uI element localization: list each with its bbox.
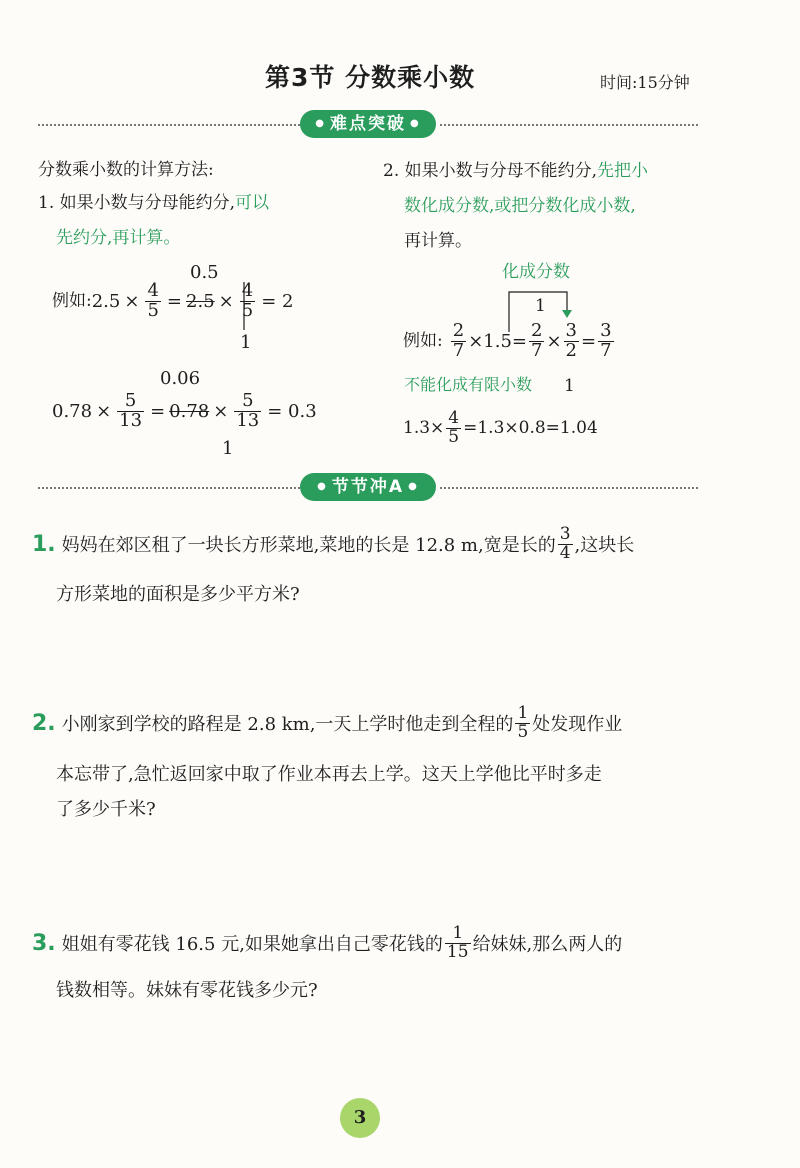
divider-left: [38, 124, 300, 126]
ex4-fraction: $\frac{4}{5}$: [448, 408, 460, 447]
question-text: 小刚家到学校的路程是 2.8 km,一天上学时他走到全程的: [61, 714, 514, 736]
rule-2-text: 2. 如果小数与分母不能约分,: [383, 161, 598, 181]
ex2-fraction: $\frac{5}{13}$: [119, 390, 143, 431]
section-badge-difficulty: [300, 110, 436, 138]
page-title: 第3节 分数乘小数: [265, 63, 476, 92]
ex4-note: 不能化成有限小数: [404, 375, 533, 394]
section-badge-label: 节节冲A: [331, 477, 405, 497]
question-3: [32, 925, 622, 962]
ex4-rest: =1.3×0.8=1.04: [463, 418, 598, 439]
question-2-line-2: 本忘带了,急忙返回家中取了作业本再去上学。这天上学他比平时多走: [56, 764, 602, 785]
ex3-cancel-over: 1: [535, 296, 546, 316]
example-3: [403, 322, 616, 361]
divider-right-2: [440, 487, 698, 489]
divider-left-2: [38, 487, 300, 489]
question-number: 3.: [32, 930, 56, 956]
dot-icon: ●: [408, 481, 419, 492]
rule-2-line-3: 再计算。: [404, 231, 472, 251]
example-2: [52, 392, 317, 431]
question-1-line-2: 方形菜地的面积是多少平方米?: [56, 584, 300, 605]
example-label: 例如:: [52, 290, 92, 311]
dot-icon: ●: [410, 118, 421, 129]
rule-2-line-1: [383, 163, 648, 180]
ex3-fraction-result: $\frac{3}{7}$: [600, 320, 612, 361]
ex3-arrow-label: 化成分数: [502, 262, 570, 282]
rule-1-line-2: 先约分,再计算。: [56, 228, 181, 248]
rule-2-highlight: 先把小: [597, 161, 649, 181]
dot-icon: ●: [317, 481, 328, 492]
question-fraction: $\frac{3}{4}$: [559, 524, 571, 563]
ex3-mid: ×1.5=: [468, 330, 527, 352]
ex3-fraction-2: $\frac{2}{7}$: [530, 320, 543, 361]
ex1-fraction: $\frac{4}{5}$: [147, 280, 159, 321]
ex1-fraction-crossed: $\frac{4}{5}$: [241, 280, 254, 321]
question-number: 1.: [32, 531, 56, 557]
question-fraction: $\frac{1}{15}$: [446, 923, 469, 962]
ex2-crossed-decimal: 0.78: [169, 400, 210, 422]
question-number: 2.: [32, 710, 56, 736]
rule-1-highlight: 可以: [235, 193, 270, 213]
question-2-line-3: 了多少千米?: [56, 799, 156, 820]
section-badge-label: 难点突破: [330, 114, 406, 134]
ex3-cancel-under: 1: [564, 376, 575, 396]
dot-icon: ●: [315, 118, 326, 129]
ex2-times-2: ×: [213, 400, 229, 422]
ex2-decimal: 0.78: [52, 400, 93, 422]
ex1-times: ×: [124, 290, 140, 312]
ex2-cancel-under: 1: [222, 438, 234, 459]
ex1-cancel-under: 1: [240, 332, 252, 353]
ex1-equals: =: [166, 290, 183, 312]
method-intro: 分数乘小数的计算方法:: [38, 160, 214, 180]
question-3-line-2: 钱数相等。妹妹有零花钱多少元?: [56, 980, 318, 1001]
page-number: 3: [340, 1098, 380, 1138]
question-text-end: ,这块长: [574, 535, 635, 557]
ex1-cancel-over: 0.5: [190, 262, 219, 283]
ex4-decimal: 1.3×: [403, 418, 445, 439]
question-1: [32, 526, 634, 563]
ex2-equals: =: [150, 400, 166, 422]
question-text: 妈妈在郊区租了一块长方形菜地,菜地的长是 12.8 m,宽是长的: [61, 535, 556, 557]
divider-right: [440, 124, 698, 126]
ex3-equals: =: [580, 330, 597, 352]
example-label-2: 例如:: [403, 330, 443, 351]
rule-2-line-2: 数化成分数,或把分数化成小数,: [404, 196, 636, 216]
rule-1-line-1: [38, 195, 269, 212]
ex2-result: = 0.3: [267, 400, 317, 422]
ex1-times-2: ×: [218, 290, 234, 312]
example-4: [403, 410, 598, 447]
ex1-decimal: 2.5: [91, 290, 121, 312]
question-text-end: 给妹妹,那么两人的: [472, 934, 623, 956]
ex3-times: ×: [546, 330, 562, 352]
ex2-cancel-over: 0.06: [160, 368, 201, 389]
ex1-crossed-decimal: 2.5: [186, 290, 215, 312]
rule-1-text: 1. 如果小数与分母能约分,: [38, 193, 236, 213]
ex1-cancel-stroke: [238, 280, 250, 332]
question-text: 姐姐有零花钱 16.5 元,如果她拿出自己零花钱的: [61, 934, 443, 956]
section-badge-practice: [300, 473, 436, 501]
ex3-fraction-3: $\frac{3}{2}$: [565, 320, 577, 361]
ex1-result: = 2: [261, 290, 294, 312]
question-fraction: $\frac{1}{5}$: [517, 703, 529, 742]
time-limit: 时间:15分钟: [600, 73, 690, 92]
example-1: [52, 282, 293, 321]
ex2-times: ×: [96, 400, 112, 422]
question-2: [32, 705, 622, 742]
question-text-end: 处发现作业: [532, 714, 623, 736]
ex2-fraction-crossed: $\frac{5}{13}$: [236, 390, 260, 431]
ex3-fraction-1: $\frac{2}{7}$: [452, 320, 465, 361]
